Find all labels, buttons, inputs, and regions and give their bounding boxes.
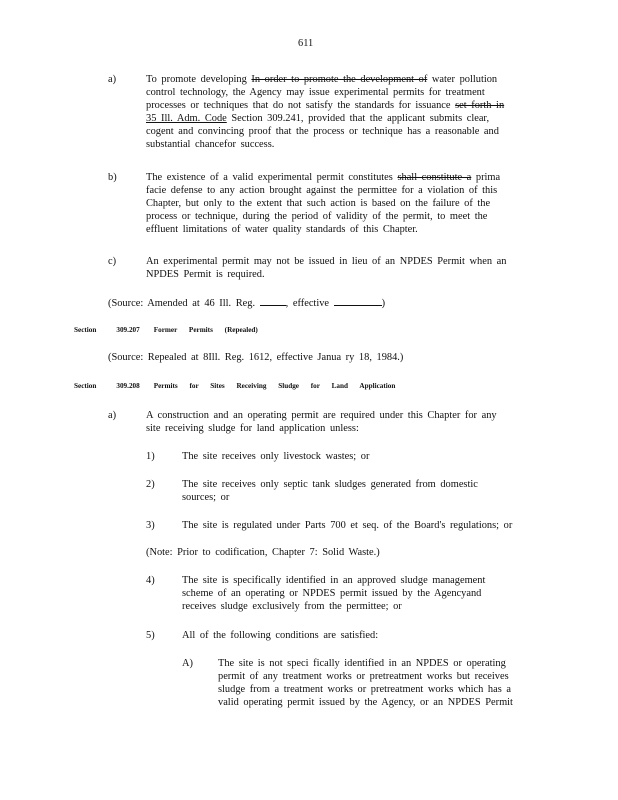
item-4 bbox=[182, 574, 485, 613]
section-309-207-heading: Section 309.207 Former Permits (Repealed) bbox=[74, 326, 258, 334]
source-note-repealed: (Source: Repealed at 8Ill. Reg. 1612, effective Janua ry 18, 1984.) bbox=[108, 352, 404, 363]
para-208a bbox=[146, 409, 497, 435]
para-a-line-3: processes or techniques that do not satisfy the standards for issuance set forth in bbox=[146, 100, 505, 111]
para-a-line-6: substantial chancefor success. bbox=[146, 139, 275, 150]
item-3-text: The site is regulated under Parts 700 et seq. of the Board's regulations; or bbox=[182, 520, 513, 531]
item-A bbox=[218, 657, 513, 709]
item-4-label: 4) bbox=[146, 575, 155, 586]
para-b-line-5: effluent limitations of water quality standards of this Chapter. bbox=[146, 224, 418, 235]
para-b-line-2: facie defense to any action brought against the permittee for a violation of this bbox=[146, 185, 498, 196]
item-A-line-3: sludge from a treatment works or pretreatment works which has a bbox=[218, 684, 511, 695]
para-c bbox=[146, 255, 506, 281]
item-1-text: The site receives only livestock wastes; or bbox=[182, 451, 370, 462]
deleted-text: shall constitute a bbox=[397, 172, 472, 183]
underlined-text: 35 Ill. Adm. Code bbox=[146, 113, 227, 124]
item-5-label: 5) bbox=[146, 630, 155, 641]
item-2-line-2: sources; or bbox=[182, 492, 230, 503]
item-A-line-4: valid operating permit issued by the Agency, or an NPDES Permit bbox=[218, 697, 513, 708]
source-note-amended: (Source: Amended at 46 Ill. Reg. , effective ) bbox=[108, 298, 386, 309]
item-4-line-3: receives sludge exclusively from the permittee; or bbox=[182, 601, 402, 612]
item-1-label: 1) bbox=[146, 451, 155, 462]
para-b-line-1: The existence of a valid experimental permit constitutes shall constitute a prima bbox=[146, 172, 501, 183]
page-number: 611 bbox=[298, 38, 314, 49]
para-a-line-5: cogent and convincing proof that the process or technique has a reasonable and bbox=[146, 126, 499, 137]
item-A-label: A) bbox=[182, 658, 193, 669]
item-2-label: 2) bbox=[146, 479, 155, 490]
para-a-label: a) bbox=[108, 74, 117, 85]
para-a-line-4: 35 Ill. Adm. Code Section 309.241, provided that the applicant submits clear, bbox=[146, 113, 490, 124]
item-A-line-1: The site is not speci fically identified in an NPDES or operating bbox=[218, 658, 506, 669]
deleted-text: set forth in bbox=[455, 100, 505, 111]
item-2 bbox=[182, 478, 478, 504]
item-5-text: All of the following conditions are satisfied: bbox=[182, 630, 379, 641]
para-a-line-1: To promote developing In order to promote the development of water pollution bbox=[146, 74, 498, 85]
para-208a-label: a) bbox=[108, 410, 117, 421]
para-a bbox=[146, 73, 504, 151]
item-3-label: 3) bbox=[146, 520, 155, 531]
para-c-line-1: An experimental permit may not be issued in lieu of an NPDES Permit when an bbox=[146, 256, 507, 267]
item-4-line-1: The site is specifically identified in an approved sludge management bbox=[182, 575, 486, 586]
para-c-label: c) bbox=[108, 256, 117, 267]
para-b bbox=[146, 171, 500, 236]
para-b-label: b) bbox=[108, 172, 117, 183]
para-b-line-3: Chapter, but only to the extent that such action is based on the failure of the bbox=[146, 198, 491, 209]
item-A-line-2: permit of any treatment works or pretreatment works but receives bbox=[218, 671, 509, 682]
section-309-208-heading: Section 309.208 Permits for Sites Receiving Sludge for Land Application bbox=[74, 382, 396, 390]
item-2-line-1: The site receives only septic tank sludges generated from domestic bbox=[182, 479, 478, 490]
para-b-line-4: process or technique, during the period of validity of the permit, to meet the bbox=[146, 211, 488, 222]
item-4-line-2: scheme of an operating or NPDES permit issued by the Agencyand bbox=[182, 588, 482, 599]
para-a-line-2: control technology, the Agency may issue experimental permits for treatment bbox=[146, 87, 485, 98]
blank-register-number bbox=[260, 296, 286, 306]
para-208a-line-2: site receiving sludge for land application unless: bbox=[146, 423, 359, 434]
deleted-text: In order to promote the development of bbox=[251, 74, 428, 85]
blank-effective-date bbox=[334, 296, 382, 306]
codification-note: (Note: Prior to codification, Chapter 7: Solid Waste.) bbox=[146, 547, 380, 558]
para-c-line-2: NPDES Permit is required. bbox=[146, 269, 265, 280]
para-208a-line-1: A construction and an operating permit are required under this Chapter for any bbox=[146, 410, 497, 421]
